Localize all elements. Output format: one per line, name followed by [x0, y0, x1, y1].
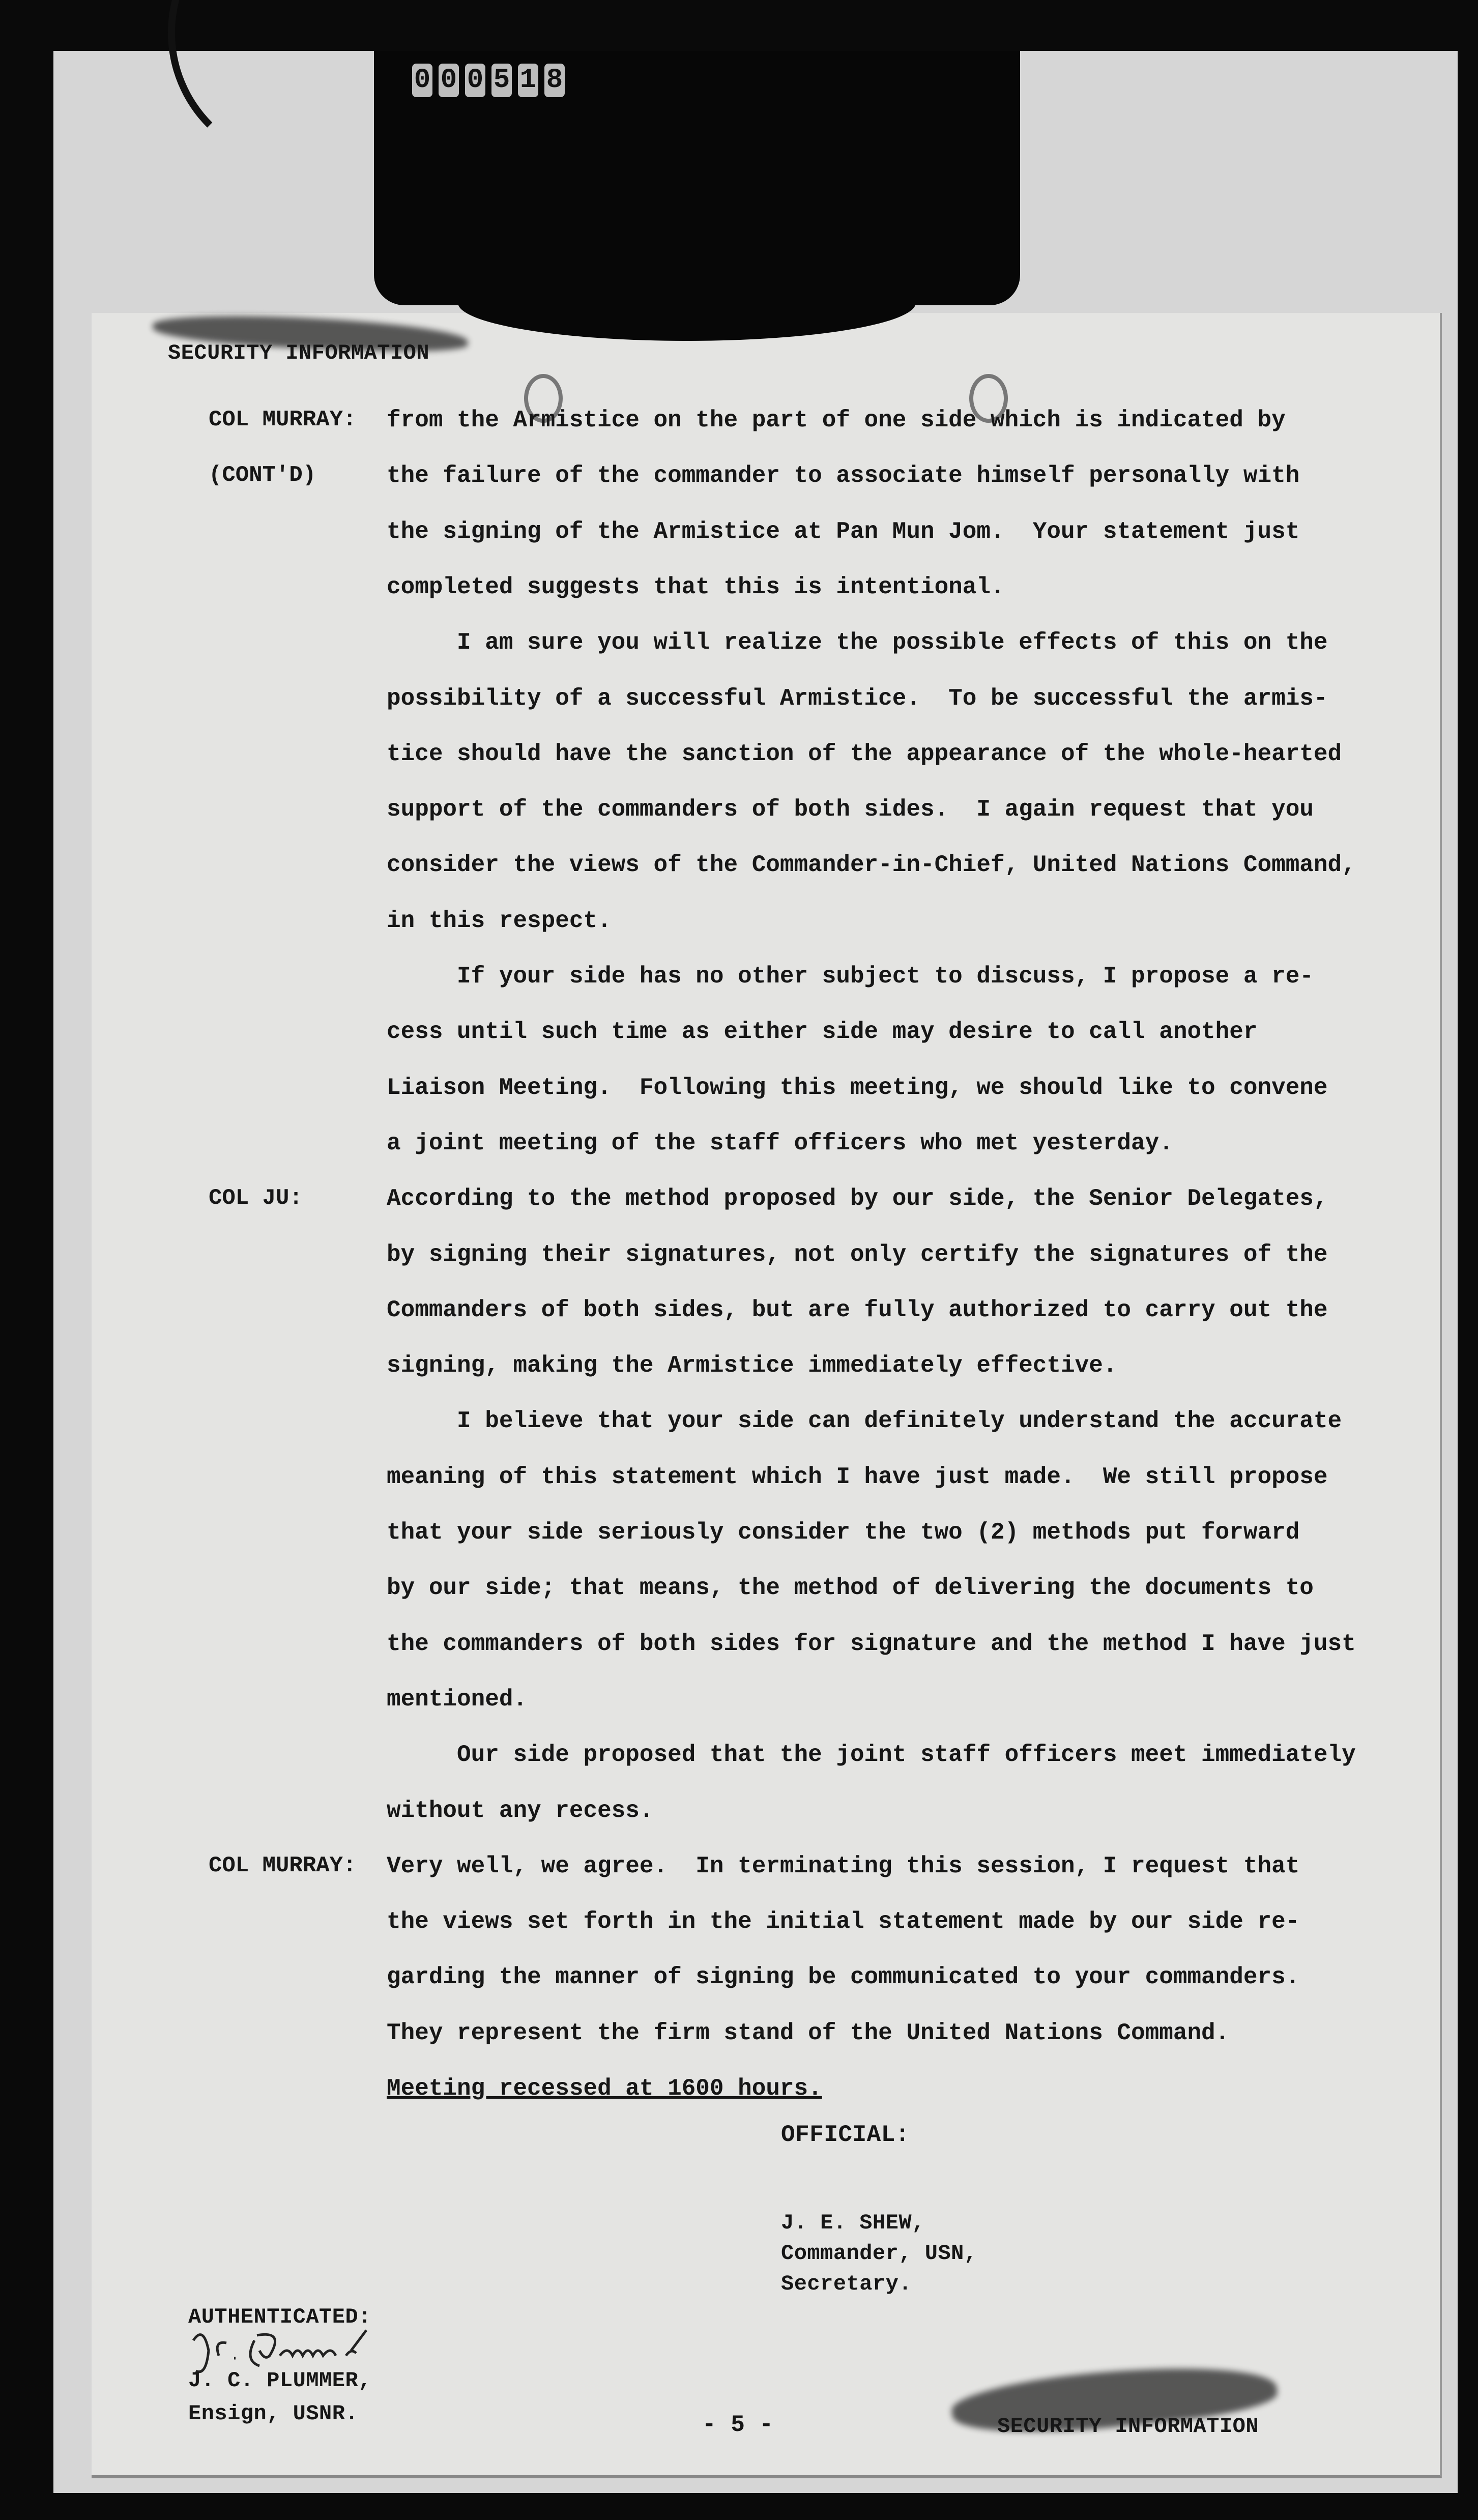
- body-line: by our side; that means, the method of delivering the documents to: [387, 1575, 1314, 1602]
- text-row: [0, 852, 1478, 907]
- text-row: [0, 2020, 1478, 2075]
- text-row: [0, 1631, 1478, 1686]
- body-line: the views set forth in the initial statement made by our side re-: [387, 1908, 1300, 1935]
- counter-digit: 0: [439, 64, 459, 97]
- body-line: Commanders of both sides, but are fully authorized to carry out the: [387, 1296, 1328, 1323]
- text-row: [0, 1075, 1478, 1130]
- text-row: [0, 574, 1478, 629]
- body-line: I believe that your side can definitely understand the accurate: [387, 1408, 1342, 1435]
- body-line: that your side seriously consider the two (2) methods put forward: [387, 1519, 1300, 1546]
- body-line: support of the commanders of both sides. I again request that you: [387, 796, 1314, 823]
- counter-digit: 8: [544, 64, 565, 97]
- body-line: cess until such time as either side may desire to call another: [387, 1019, 1258, 1046]
- text-row: [0, 2075, 1478, 2131]
- body-line: completed suggests that this is intentional.: [387, 573, 1005, 600]
- counter-digit: 5: [491, 64, 512, 97]
- authenticated-rank: Ensign, USNR.: [188, 2401, 359, 2426]
- text-row: [0, 1019, 1478, 1074]
- body-line: garding the manner of signing be communicated to your commanders.: [387, 1964, 1300, 1991]
- text-row: [0, 1964, 1478, 2019]
- counter-digit: 1: [518, 64, 538, 97]
- text-row: [0, 1464, 1478, 1519]
- header-security-stamp: SECURITY INFORMATION: [168, 341, 430, 365]
- body-line: meaning of this statement which I have just made. We still propose: [387, 1463, 1328, 1490]
- speaker-label: COL JU:: [209, 1185, 303, 1211]
- body-line: from the Armistice on the part of one side which is indicated by: [387, 407, 1286, 433]
- official-rank: Commander, USN,: [781, 2241, 977, 2266]
- body-line: consider the views of the Commander-in-Chief, United Nations Command,: [387, 852, 1356, 879]
- footer-security-stamp: SECURITY INFORMATION: [997, 2414, 1259, 2439]
- page-number: - 5 -: [702, 2412, 774, 2438]
- text-row: [0, 407, 1478, 462]
- body-line: a joint meeting of the staff officers who met yesterday.: [387, 1129, 1173, 1156]
- body-line: Meeting recessed at 1600 hours.: [387, 2075, 822, 2102]
- text-row: [0, 1519, 1478, 1575]
- body-line: tice should have the sanction of the appearance of the whole-hearted: [387, 740, 1342, 767]
- frame-counter-shadow: [458, 265, 916, 341]
- official-heading: OFFICIAL:: [781, 2122, 910, 2148]
- body-line: possibility of a successful Armistice. To be successful the armis-: [387, 685, 1328, 712]
- body-line: signing, making the Armistice immediately effective.: [387, 1352, 1117, 1379]
- text-row: [0, 1908, 1478, 1964]
- text-row: [0, 1185, 1478, 1241]
- text-row: [0, 1352, 1478, 1408]
- counter-digits: [412, 64, 565, 97]
- text-row: [0, 1130, 1478, 1185]
- authenticated-heading: AUTHENTICATED:: [188, 2305, 371, 2329]
- speaker-label: COL MURRAY:: [209, 1852, 357, 1878]
- text-row: [0, 1297, 1478, 1352]
- body-line: without any recess.: [387, 1797, 654, 1824]
- text-row: [0, 1798, 1478, 1853]
- body-line: the failure of the commander to associate himself personally with: [387, 462, 1300, 489]
- text-row: [0, 685, 1478, 741]
- body-line: by signing their signatures, not only certify the signatures of the: [387, 1241, 1328, 1268]
- text-row: [0, 462, 1478, 518]
- text-row: [0, 796, 1478, 852]
- authenticated-name: J. C. PLUMMER,: [188, 2368, 371, 2393]
- official-name: J. E. SHEW,: [781, 2211, 925, 2235]
- text-row: [0, 1686, 1478, 1742]
- counter-digit: 0: [465, 64, 485, 97]
- text-row: [0, 1575, 1478, 1630]
- body-line: Very well, we agree. In terminating this session, I request that: [387, 1852, 1300, 1879]
- body-line: Our side proposed that the joint staff officers meet immediately: [387, 1742, 1356, 1769]
- text-row: [0, 1241, 1478, 1297]
- text-row: [0, 629, 1478, 685]
- body-line: the commanders of both sides for signature and the method I have just: [387, 1630, 1356, 1657]
- text-row: [0, 963, 1478, 1019]
- body-line: in this respect.: [387, 907, 612, 934]
- speaker-label: (CONT'D): [209, 462, 316, 488]
- counter-digit: 0: [412, 64, 432, 97]
- body-line: I am sure you will realize the possible effects of this on the: [387, 629, 1328, 656]
- speaker-label: COL MURRAY:: [209, 407, 357, 432]
- body-line: Liaison Meeting. Following this meeting, we should like to convene: [387, 1074, 1328, 1101]
- text-row: [0, 1742, 1478, 1797]
- text-row: [0, 1853, 1478, 1908]
- body-line: According to the method proposed by our side, the Senior Delegates,: [387, 1185, 1328, 1212]
- text-row: [0, 1408, 1478, 1463]
- text-row: [0, 518, 1478, 574]
- body-line: They represent the firm stand of the United Nations Command.: [387, 2019, 1230, 2046]
- text-row: [0, 908, 1478, 963]
- body-line: mentioned.: [387, 1686, 528, 1713]
- text-row: [0, 741, 1478, 796]
- body-line: the signing of the Armistice at Pan Mun Jom. Your statement just: [387, 518, 1300, 545]
- official-title: Secretary.: [781, 2272, 912, 2296]
- body-line: If your side has no other subject to discuss, I propose a re-: [387, 963, 1314, 990]
